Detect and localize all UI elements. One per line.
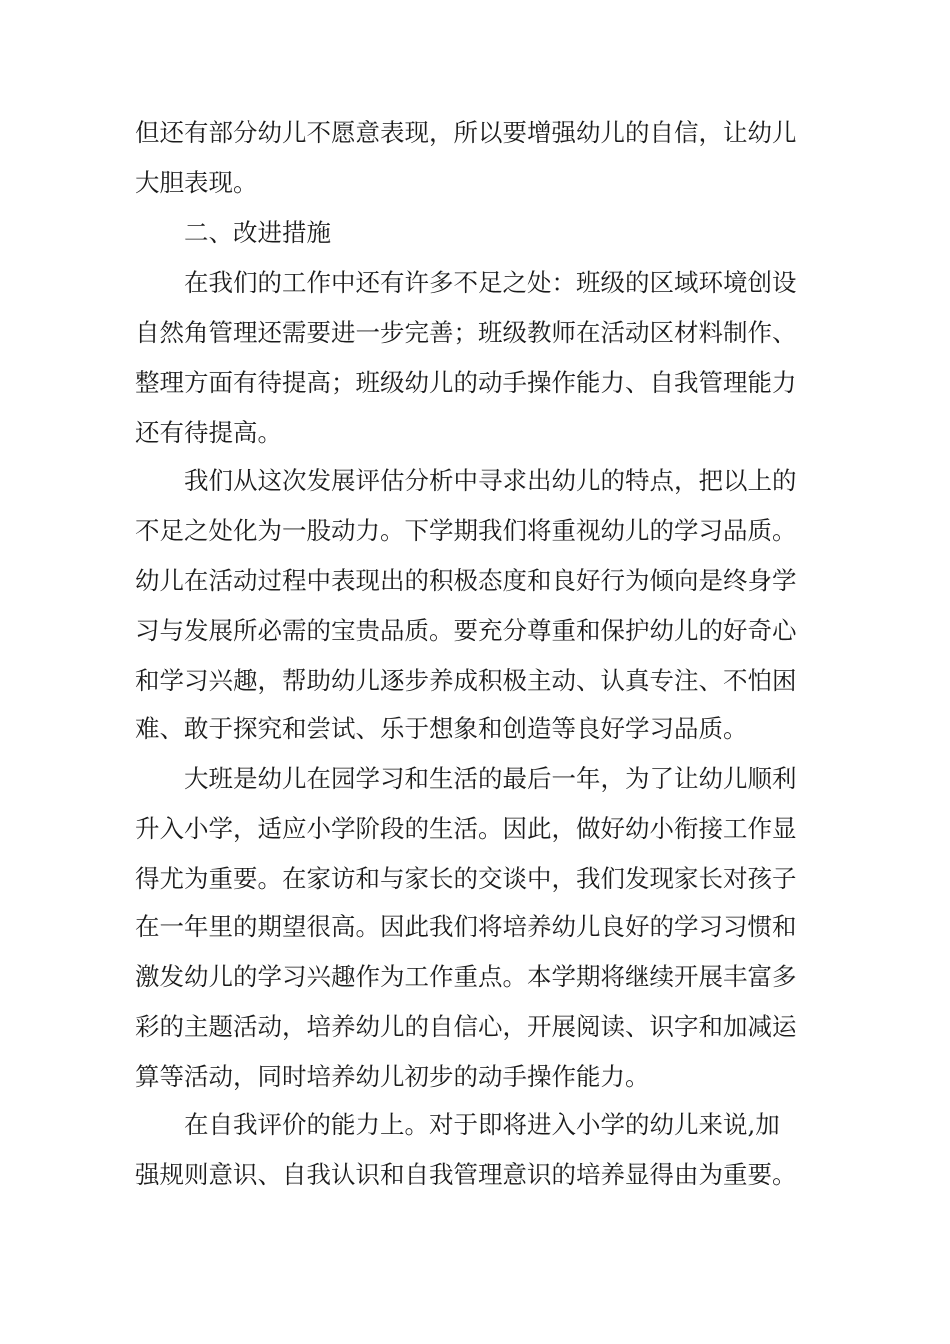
text-line: 强规则意识、自我认识和自我管理意识的培养显得由为重要。 [135, 1160, 797, 1189]
text-line: 习与发展所必需的宝贵品质。要充分尊重和保护幼儿的好奇心 [135, 616, 797, 645]
text-line: 但还有部分幼儿不愿意表现，所以要增强幼儿的自信，让幼儿 [135, 118, 797, 147]
text-line: 在一年里的期望很高。因此我们将培养幼儿良好的学习习惯和 [135, 912, 797, 941]
text-line: 得尤为重要。在家访和与家长的交谈中，我们发现家长对孩子 [135, 864, 797, 893]
text-line: 大班是幼儿在园学习和生活的最后一年，为了让幼儿顺利 [184, 764, 797, 793]
text-line: 激发幼儿的学习兴趣作为工作重点。本学期将继续开展丰富多 [135, 962, 797, 991]
text-line: 在自我评价的能力上。对于即将进入小学的幼儿来说,加 [184, 1110, 780, 1139]
text-line: 整理方面有待提高；班级幼儿的动手操作能力、自我管理能力 [135, 368, 797, 397]
text-line: 彩的主题活动，培养幼儿的自信心，开展阅读、识字和加减运 [135, 1012, 797, 1041]
text-line: 算等活动，同时培养幼儿初步的动手操作能力。 [135, 1062, 650, 1091]
text-line: 自然角管理还需要进一步完善；班级教师在活动区材料制作、 [135, 318, 797, 347]
text-line: 升入小学，适应小学阶段的生活。因此，做好幼小衔接工作显 [135, 814, 797, 843]
text-line: 不足之处化为一股动力。下学期我们将重视幼儿的学习品质。 [135, 516, 797, 545]
text-line: 大胆表现。 [135, 168, 258, 197]
text-line: 还有待提高。 [135, 418, 282, 447]
text-line: 在我们的工作中还有许多不足之处：班级的区域环境创设 [184, 268, 797, 297]
text-line: 难、敢于探究和尝试、乐于想象和创造等良好学习品质。 [135, 714, 748, 743]
section-heading: 二、改进措施 [184, 218, 331, 247]
text-line: 我们从这次发展评估分析中寻求出幼儿的特点，把以上的 [184, 466, 797, 495]
text-line: 幼儿在活动过程中表现出的积极态度和良好行为倾向是终身学 [135, 566, 797, 595]
text-line: 和学习兴趣，帮助幼儿逐步养成积极主动、认真专注、不怕困 [135, 666, 797, 695]
